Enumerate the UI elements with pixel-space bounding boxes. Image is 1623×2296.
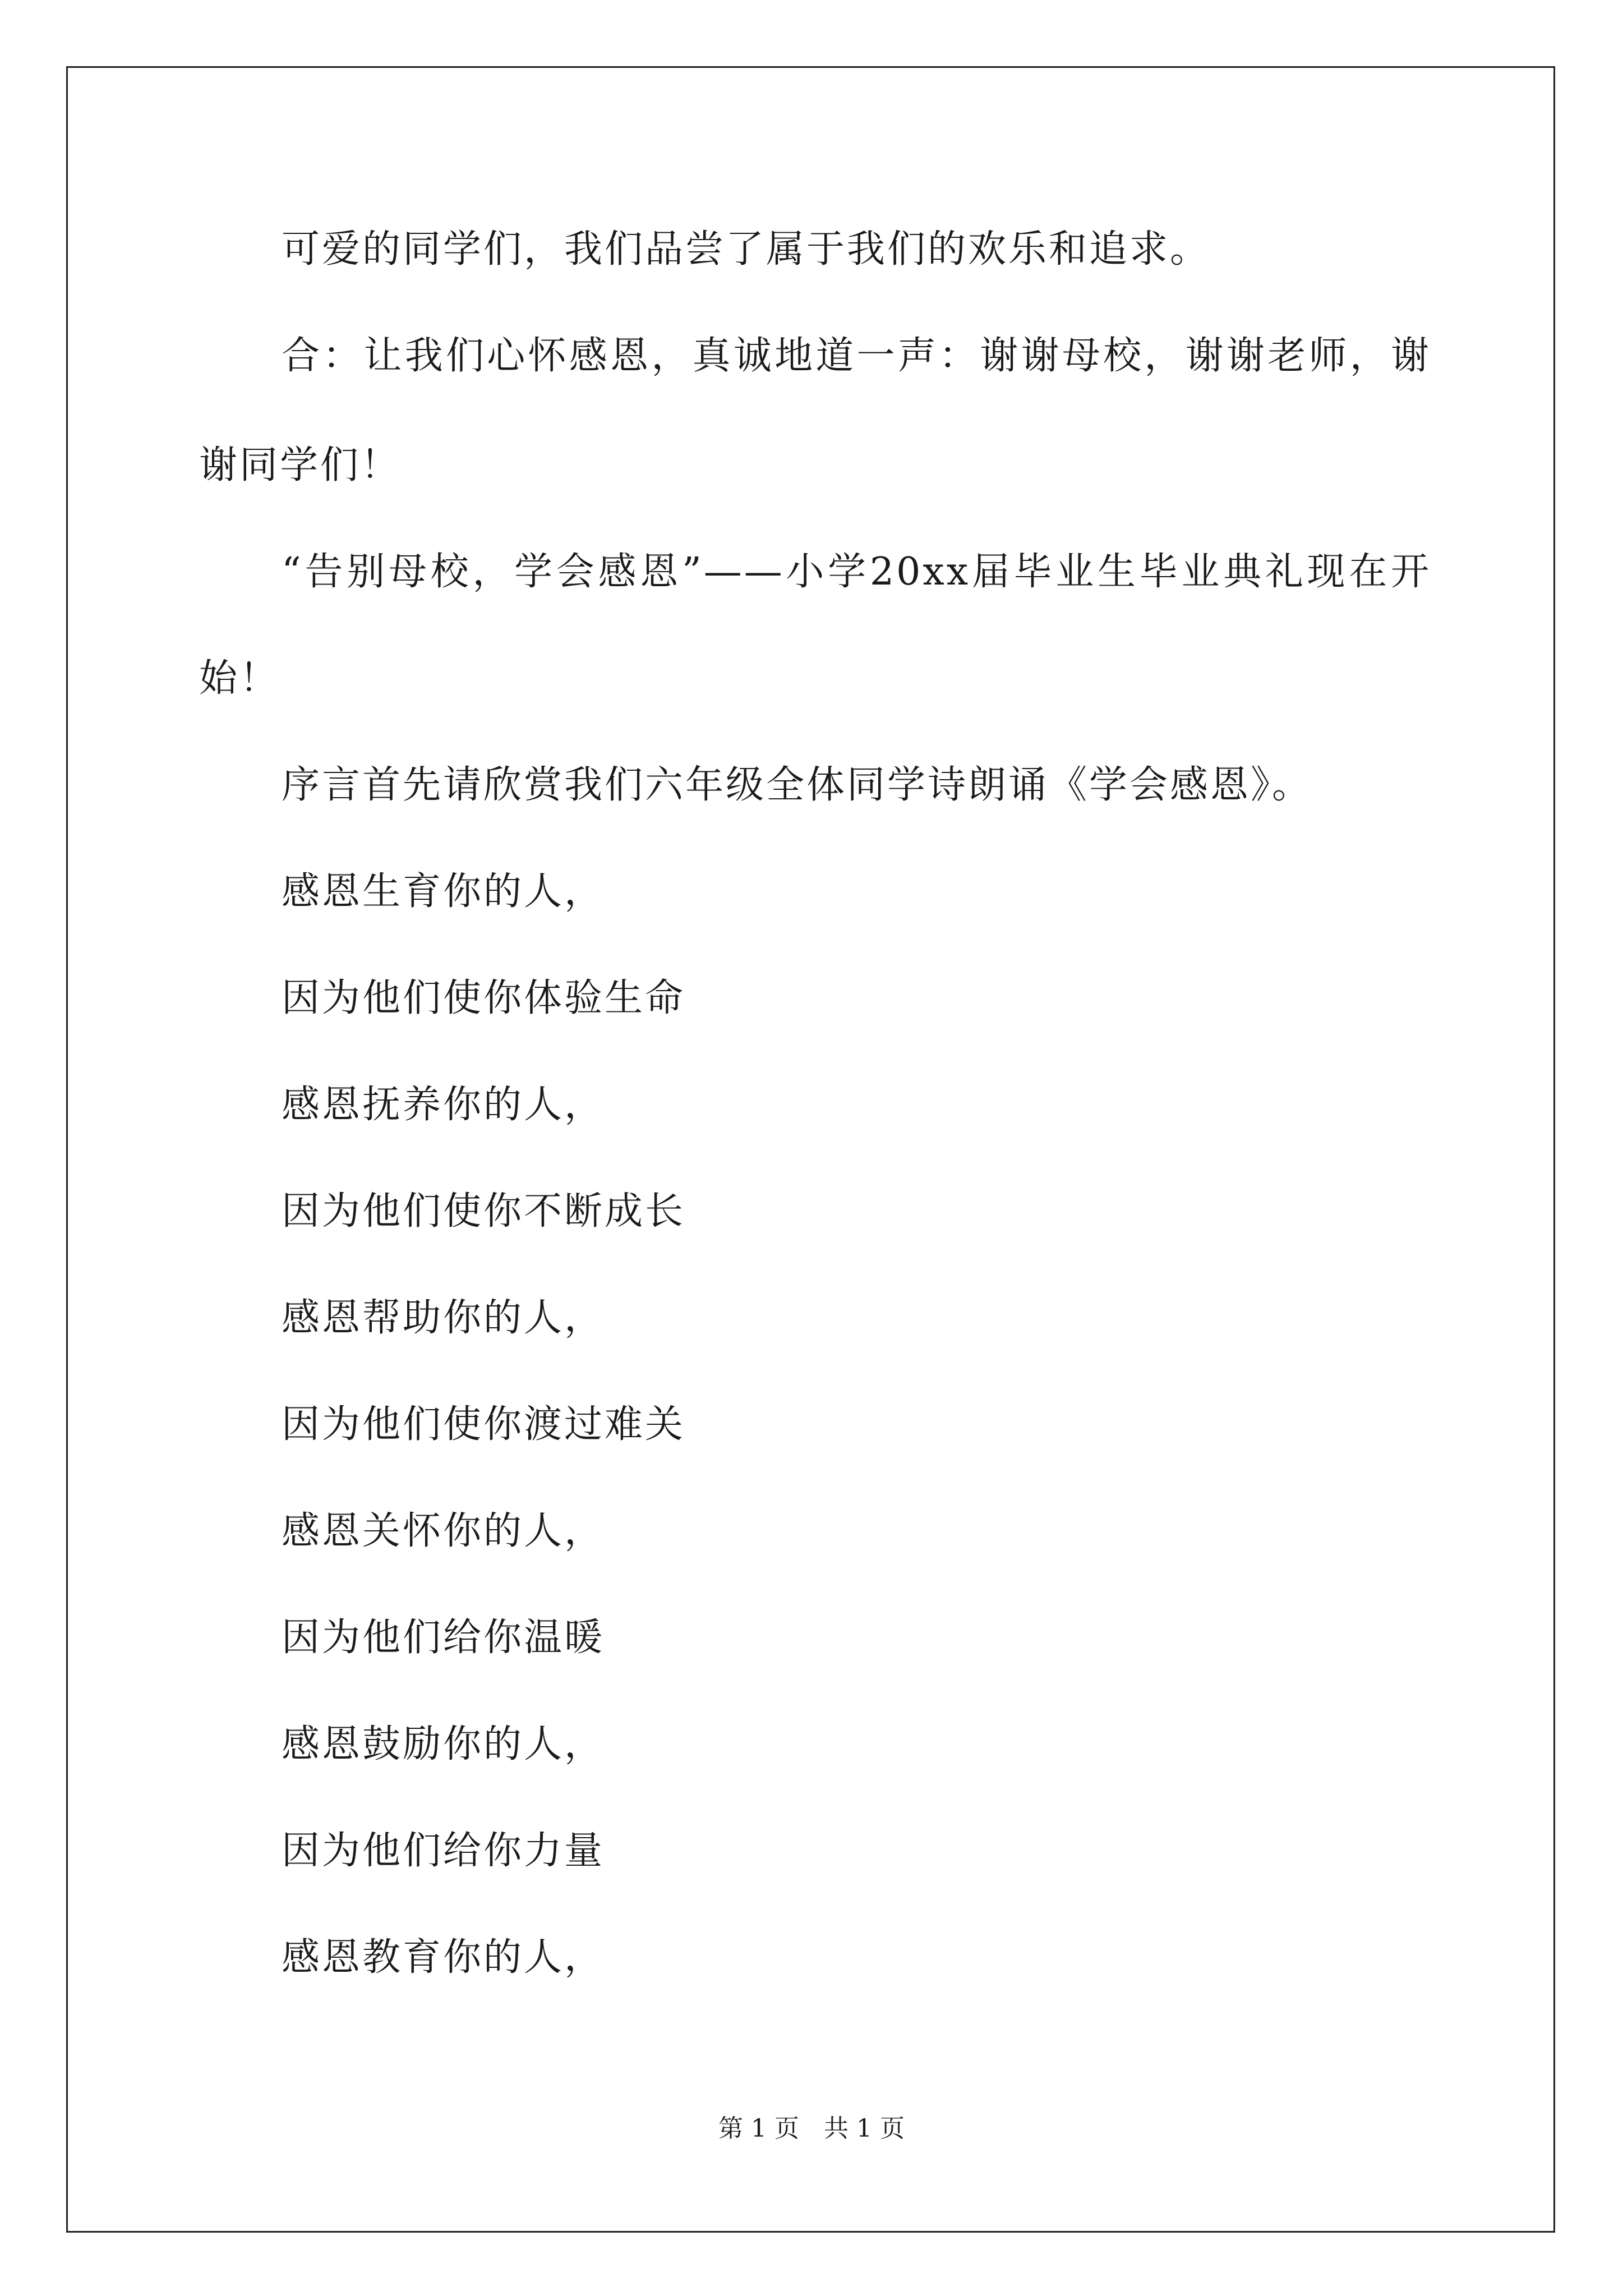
text-line: 感恩帮助你的人， <box>282 1296 605 1340</box>
text-line: 感恩关怀你的人， <box>282 1509 605 1553</box>
text-line: 序言首先请欣赏我们六年级全体同学诗朗诵《学会感恩》。 <box>282 763 1313 807</box>
text-line: 因为他们使你体验生命 <box>282 976 686 1020</box>
text-line: 谢同学们！ <box>199 443 402 487</box>
page-border <box>66 66 1555 2233</box>
text-line: 因为他们使你渡过难关 <box>282 1402 686 1447</box>
text-line: 感恩教育你的人， <box>282 1935 605 1980</box>
text-line: 因为他们给你力量 <box>282 1829 605 1873</box>
page-footer: 第 1 页 共 1 页 <box>718 2114 905 2143</box>
text-line: 感恩抚养你的人， <box>282 1083 605 1127</box>
text-line: 始！ <box>199 656 280 701</box>
text-line: 感恩生育你的人， <box>282 869 605 914</box>
text-line: 合：让我们心怀感恩，真诚地道一声：谢谢母校，谢谢老师，谢 <box>282 334 1431 378</box>
text-line: 可爱的同学们，我们品尝了属于我们的欢乐和追求。 <box>282 227 1211 272</box>
text-line: 因为他们使你不断成长 <box>282 1189 686 1234</box>
text-line: 感恩鼓励你的人， <box>282 1722 605 1766</box>
text-line: 因为他们给你温暖 <box>282 1616 605 1660</box>
text-line: “告别母校，学会感恩”——小学20xx届毕业生毕业典礼现在开 <box>282 550 1431 594</box>
